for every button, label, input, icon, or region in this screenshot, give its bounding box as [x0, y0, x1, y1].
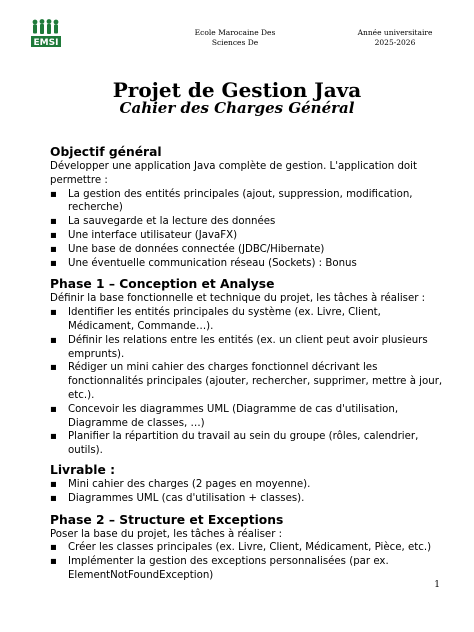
list-item [50, 541, 445, 555]
section-phase-1 [50, 276, 445, 458]
section-intro: Définir la base fonctionnelle et technique du projet, les tâches à réaliser : [50, 293, 426, 305]
list-item-text: Implémenter la gestion des exceptions personnalisées (par ex. ElementNotFoundException) [68, 556, 389, 581]
list-item-text: Planifier la répartition du travail au sein du groupe (rôles, calendrier, outils). [68, 431, 419, 457]
bullet-icon: ▪ [50, 229, 57, 241]
list-item-text: Définir les relations entre les entités (ex. un client peut avoir plusieurs emprunts). [68, 334, 428, 360]
list-item [50, 430, 445, 458]
bullet-list [50, 478, 445, 506]
bullet-icon: ▪ [50, 478, 57, 490]
list-item [50, 257, 445, 271]
bullet-icon: ▪ [50, 188, 57, 200]
list-item-text: Diagrammes UML (cas d'utilisation + classes). [68, 492, 305, 504]
list-item [50, 478, 445, 492]
list-item [50, 306, 445, 334]
bullet-list [50, 188, 445, 271]
emsi-logo [30, 18, 62, 48]
bullet-list [50, 306, 445, 458]
bullet-icon: ▪ [50, 257, 57, 269]
section-phase-2 [50, 512, 445, 583]
academic-year [340, 28, 450, 47]
year-label: Année universitaire [357, 28, 433, 37]
list-item [50, 188, 445, 216]
section-objectif [50, 144, 445, 270]
section-heading: Phase 2 – Structure et Exceptions [50, 512, 284, 527]
list-item [50, 403, 445, 431]
list-item [50, 215, 445, 229]
list-item [50, 334, 445, 362]
list-item-text: Créer les classes principales (ex. Livre, Client, Médicament, Pièce, etc.) [68, 542, 432, 554]
list-item-text: Une base de données connectée (JDBC/Hibernate) [68, 243, 325, 255]
bullet-icon: ▪ [50, 492, 57, 504]
list-item [50, 361, 445, 402]
list-item-text: Identifier les entités principales du système (ex. Livre, Client, Médicament, Commande…). [68, 307, 381, 332]
bullet-icon: ▪ [50, 216, 57, 228]
bullet-icon: ▪ [50, 362, 57, 374]
list-item [50, 555, 445, 583]
bullet-icon: ▪ [50, 556, 57, 568]
bullet-icon: ▪ [50, 431, 57, 443]
document-subtitle: Cahier des Charges Général [119, 99, 355, 117]
school-line-1: Ecole Marocaine Des [194, 28, 276, 37]
section-intro: Développer une application Java complète de gestion. L'application doit permettre : [50, 161, 417, 186]
school-name [150, 28, 320, 47]
year-value: 2025-2026 [374, 37, 416, 47]
list-item-text: Concevoir les diagrammes UML (Diagramme de cas d'utilisation, Diagramme de classes, …) [68, 403, 399, 429]
document-body [50, 144, 445, 583]
list-item [50, 229, 445, 243]
list-item-text: La gestion des entités principales (ajout, suppression, modification, recherche) [68, 188, 413, 214]
list-item-text: Mini cahier des charges (2 pages en moyenne). [68, 478, 311, 490]
section-heading: Phase 1 – Conception et Analyse [50, 277, 275, 292]
list-item [50, 243, 445, 257]
bullet-icon: ▪ [50, 542, 57, 554]
list-item-text: Une interface utilisateur (JavaFX) [68, 229, 238, 241]
section-intro: Poser la base du projet, les tâches à réaliser : [50, 528, 283, 540]
logo-text: EMSI [33, 38, 59, 48]
list-item-text: Rédiger un mini cahier des charges fonctionnel décrivant les fonctionnalités principales (ajouter, rechercher, supprimer, mettre à jour, etc.). [68, 362, 443, 401]
document-title: Projet de Gestion Java [112, 78, 362, 102]
list-item-text: La sauvegarde et la lecture des données [68, 216, 276, 228]
bullet-icon: ▪ [50, 307, 57, 319]
bullet-icon: ▪ [50, 334, 57, 346]
list-item [50, 492, 445, 506]
bullet-icon: ▪ [50, 243, 57, 255]
bullet-icon: ▪ [50, 403, 57, 415]
section-heading: Livrable : [50, 462, 115, 477]
section-livrable [50, 462, 445, 506]
bullet-list [50, 541, 445, 582]
section-heading: Objectif général [50, 145, 162, 159]
school-line-2: Sciences De [211, 37, 259, 47]
list-item-text: Une éventuelle communication réseau (Sockets) : Bonus [68, 257, 357, 269]
page-number: 1 [434, 580, 440, 590]
